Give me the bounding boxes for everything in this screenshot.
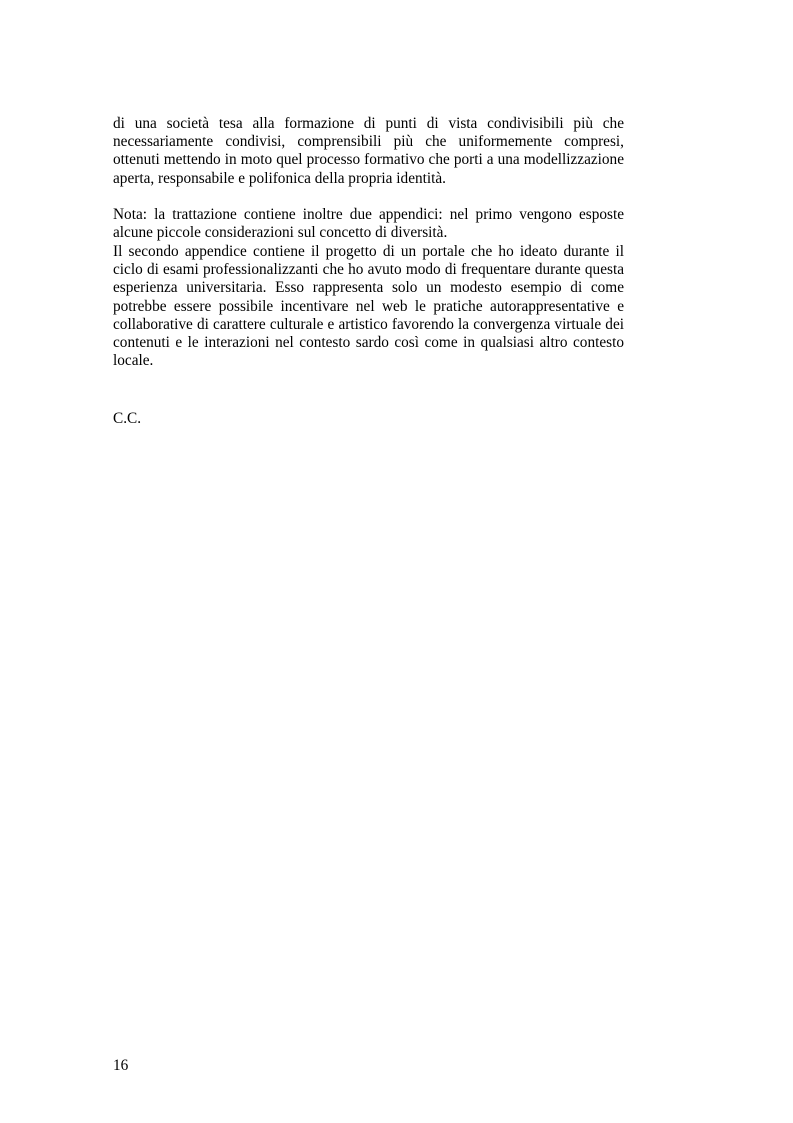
signature: C.C. xyxy=(113,410,142,427)
paragraph-note: Nota: la trattazione contiene inoltre due appendici: nel primo vengono esposte alcune piccole considerazioni sul concetto di diversità. xyxy=(113,206,624,242)
page-number: 16 xyxy=(113,1057,129,1074)
paragraph-appendix: Il secondo appendice contiene il progetto di un portale che ho ideato durante il ciclo di esami professionalizzanti che ho avuto modo di frequentare durante questa esperienza universitaria. Esso rappresenta solo un modesto esempio di come potrebbe essere possibile incentivare nel web le pratiche autorappresentative e collaborative di carattere culturale e artistico favorendo la convergenza virtuale dei contenuti e le interazioni nel contesto sardo così come in qualsiasi altro contesto locale. xyxy=(113,243,624,370)
paragraph-conclusion: di una società tesa alla formazione di punti di vista condivisibili più che necessariamente condivisi, comprensibili più che uniformemente compresi, ottenuti mettendo in moto quel processo formativo che porti a una modellizzazione aperta, responsabile e polifonica della propria identità. xyxy=(113,115,624,187)
